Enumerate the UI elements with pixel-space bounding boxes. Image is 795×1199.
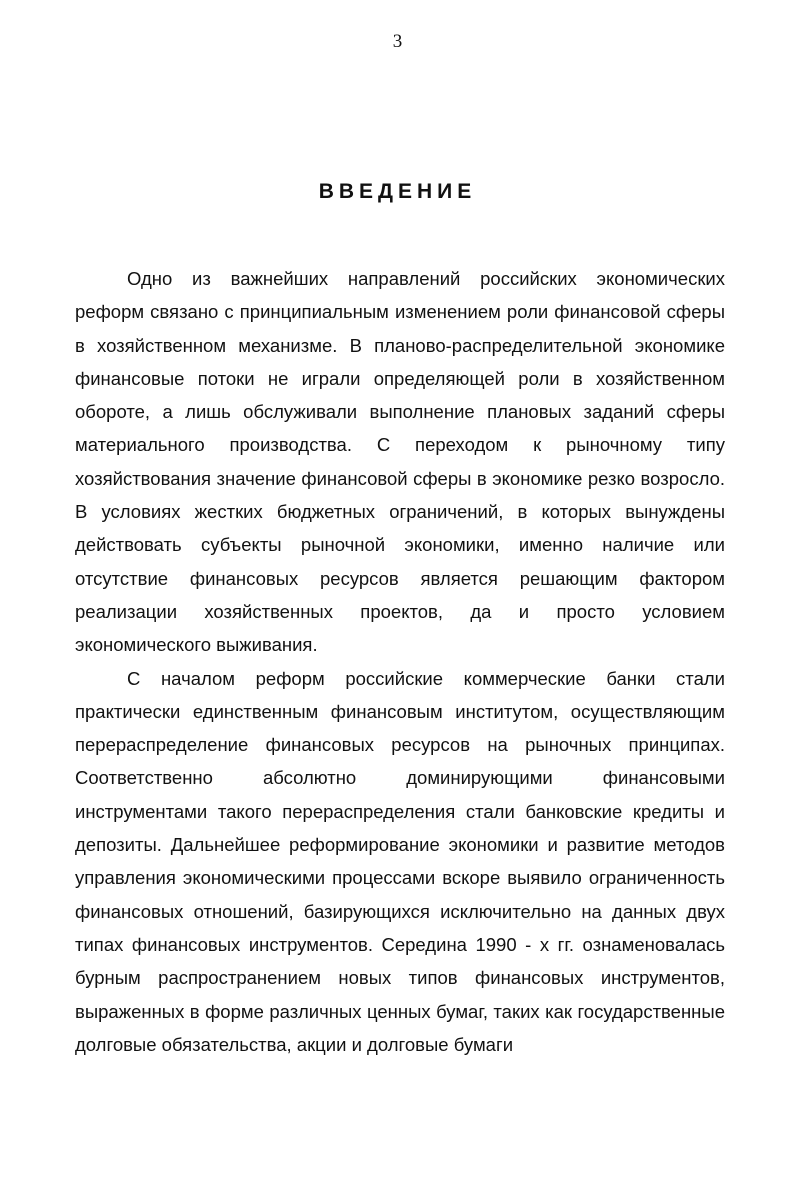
paragraph-1: Одно из важнейших направлений российских экономических реформ связано с принципиальным изменением роли финансовой сферы в хозяйственном механизме. В планово-распределительной экономике финансовые потоки не играли определяющей роли в хозяйственном обороте, а лишь обслуживали выполнение плановых заданий сферы материального производства. С переходом к рыночному типу хозяйствования значение финансовой сферы в экономике резко возросло. В условиях жестких бюджетных ограничений, в которых вынуждены действовать субъекты рыночной экономики, именно наличие или отсутствие финансовых ресурсов является решающим фактором реализации хозяйственных проектов, да и просто условием экономического выживания.: [75, 268, 725, 656]
body-text: [75, 262, 725, 1061]
page-number: 3: [392, 31, 403, 52]
paragraph-2: С началом реформ российские коммерческие банки стали практически единственным финансовым институтом, осуществляющим перераспределение финансовых ресурсов на рыночных принципах. Соответственно абсолютно доминирующими финансовыми инструментами такого перераспределения стали банковские кредиты и депозиты. Дальнейшее реформирование экономики и развитие методов управления экономическими процессами вскоре выявило ограниченность финансовых отношений, базирующихся исключительно на данных двух типах финансовых инструментов. Середина 1990 - х гг. ознаменовалась бурным распространением новых типов финансовых инструментов, выраженных в форме различных ценных бумаг, таких как государственные долговые обязательства, акции и долговые бумаги: [75, 667, 725, 1055]
page-title: ВВЕДЕНИЕ: [318, 180, 477, 204]
